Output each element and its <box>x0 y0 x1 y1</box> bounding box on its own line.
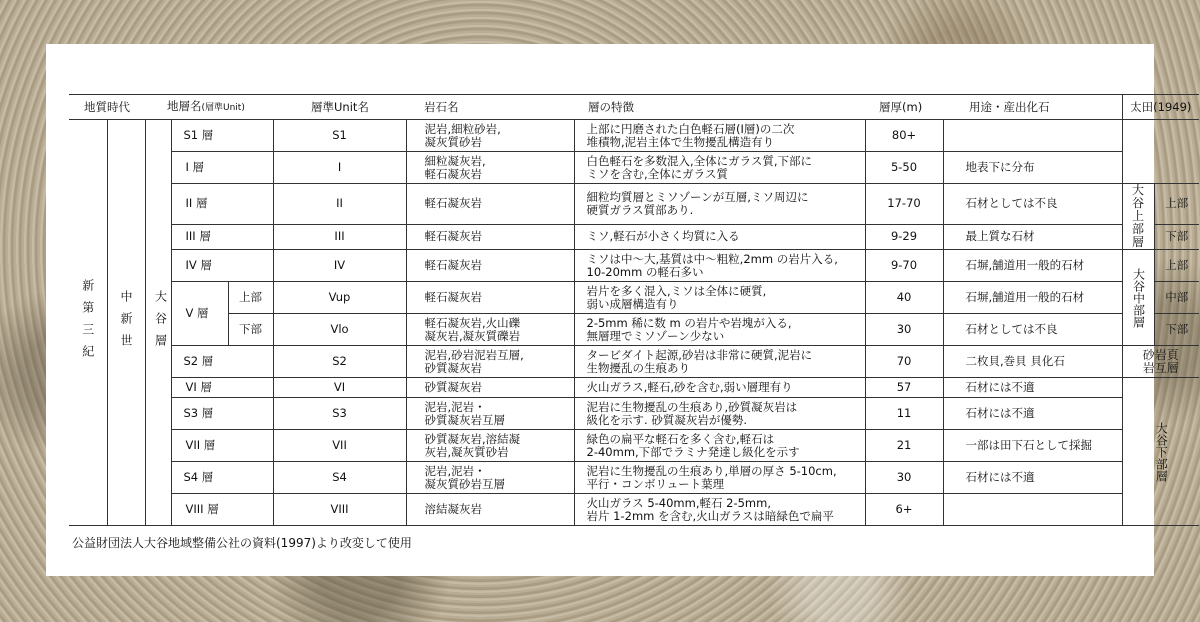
layer-feature: 泥岩に生物擾乱の生痕あり,単層の厚さ 5-10cm, 平行・コンボリュート葉理 <box>574 462 865 494</box>
layer-use: 地表下に分布 <box>943 152 1122 184</box>
ota-middle-middle: 中部 <box>1154 282 1199 314</box>
layer-thickness: 5-50 <box>865 152 943 184</box>
layer-feature: 2-5mm 稀に数 m の岩片や岩塊が入る, 無層理でミソゾーン少ない <box>574 314 865 346</box>
table-row <box>69 282 1199 314</box>
rock-name: 泥岩,細粒砂岩, 凝灰質砂岩 <box>406 120 574 152</box>
table-row <box>69 378 1199 398</box>
table-row <box>69 462 1199 494</box>
layer-name: VI 層 <box>171 378 273 398</box>
header-thickness: 層厚(m) <box>865 95 943 120</box>
rock-name: 軽石凝灰岩,火山礫 凝灰岩,凝灰質礫岩 <box>406 314 574 346</box>
header-formation <box>145 95 273 120</box>
table-row <box>69 152 1199 184</box>
layer-thickness: 9-29 <box>865 224 943 249</box>
layer-thickness: 40 <box>865 282 943 314</box>
layer-feature: 火山ガラス 5-40mm,軽石 2-5mm, 岩片 1-2mm を含む,火山ガラスは暗緑色で扁平 <box>574 494 865 526</box>
unit-name: III <box>273 224 406 249</box>
header-formation-label: 地層名 <box>167 98 202 113</box>
rock-name: 溶結凝灰岩 <box>406 494 574 526</box>
layer-thickness: 57 <box>865 378 943 398</box>
rock-name: 砂質凝灰岩,溶結凝 灰岩,凝灰質砂岩 <box>406 430 574 462</box>
ota-middle-upper: 上部 <box>1154 250 1199 282</box>
unit-name: S3 <box>273 398 406 430</box>
layer-name: IV 層 <box>171 250 273 282</box>
layer-thickness: 17-70 <box>865 184 943 225</box>
rock-name: 軽石凝灰岩 <box>406 250 574 282</box>
rock-name: 泥岩,泥岩・ 凝灰質砂岩互層 <box>406 462 574 494</box>
layer-use: 石材としては不良 <box>943 314 1122 346</box>
unit-name: Vlo <box>273 314 406 346</box>
rock-name: 砂質凝灰岩 <box>406 378 574 398</box>
layer-thickness: 11 <box>865 398 943 430</box>
layer-use: 石塀,舗道用一般的石材 <box>943 250 1122 282</box>
unit-name: VIII <box>273 494 406 526</box>
layer-use: 二枚貝,巻貝 貝化石 <box>943 346 1122 378</box>
layer-feature: 細粒均質層とミソゾーンが互層,ミソ周辺に 硬質ガラス質部あり. <box>574 184 865 225</box>
layer-use: 一部は田下石として採掘 <box>943 430 1122 462</box>
layer-thickness: 21 <box>865 430 943 462</box>
layer-feature: 白色軽石を多数混入,全体にガラス質,下部に ミソを含む,全体にガラス質 <box>574 152 865 184</box>
layer-feature: 泥岩に生物擾乱の生痕あり,砂質凝灰岩は 級化を示す. 砂質凝灰岩が優勢. <box>574 398 865 430</box>
unit-name: I <box>273 152 406 184</box>
rock-name: 泥岩,砂岩泥岩互層, 砂質凝灰岩 <box>406 346 574 378</box>
layer-use: 石塀,舗道用一般的石材 <box>943 282 1122 314</box>
table-row <box>69 398 1199 430</box>
layer-use <box>943 120 1122 152</box>
stratigraphy-table <box>69 94 1199 526</box>
ota-middle-group <box>1122 250 1154 346</box>
source-note: 公益財団法人大谷地域整備公社の資料(1997)より改変して使用 <box>72 536 412 550</box>
layer-name: III 層 <box>171 224 273 249</box>
stratigraphy-table-wrapper <box>69 94 1192 526</box>
layer-thickness: 30 <box>865 462 943 494</box>
table-row <box>69 494 1199 526</box>
ota-upper-group: 大谷 上部 層 <box>1122 184 1154 250</box>
header-rock: 岩石名 <box>406 95 574 120</box>
table-row <box>69 430 1199 462</box>
layer-feature: 緑色の扁平な軽石を多く含む,軽石は 2-40mm,下部でラミナ発達し級化を示す <box>574 430 865 462</box>
layer-use: 最上質な石材 <box>943 224 1122 249</box>
rock-name: 泥岩,泥岩・ 砂質凝灰岩互層 <box>406 398 574 430</box>
layer-name: VII 層 <box>171 430 273 462</box>
layer-feature: 岩片を多く混入,ミソは全体に硬質, 弱い成層構造有り <box>574 282 865 314</box>
layer-thickness: 80+ <box>865 120 943 152</box>
unit-name: S4 <box>273 462 406 494</box>
header-ota: 太田(1949) <box>1122 95 1199 120</box>
header-features: 層の特徴 <box>574 95 865 120</box>
header-formation-unit: (層準Unit) <box>201 102 245 113</box>
layer-thickness: 30 <box>865 314 943 346</box>
rock-name: 軽石凝灰岩 <box>406 184 574 225</box>
rock-name: 軽石凝灰岩 <box>406 282 574 314</box>
unit-name: IV <box>273 250 406 282</box>
unit-name: Vup <box>273 282 406 314</box>
header-use: 用途・産出化石 <box>943 95 1122 120</box>
unit-name: VI <box>273 378 406 398</box>
layer-thickness: 6+ <box>865 494 943 526</box>
table-row <box>69 120 1199 152</box>
layer-use: 石材には不適 <box>943 462 1122 494</box>
layer-sub: 上部 <box>228 282 273 314</box>
layer-use: 石材には不適 <box>943 398 1122 430</box>
layer-thickness: 70 <box>865 346 943 378</box>
ota-lower-group-text: 大谷下部層 <box>1154 421 1169 482</box>
layer-name: S3 層 <box>171 398 273 430</box>
layer-feature: 上部に円磨された白色軽石層(I層)の二次 堆積物,泥岩主体で生物擾乱構造有り <box>574 120 865 152</box>
table-row <box>69 184 1199 225</box>
table-row <box>69 224 1199 249</box>
era-period-text: 新第三紀 <box>80 278 95 367</box>
layer-feature: ミソは中〜大,基質は中〜粗粒,2mm の岩片入る, 10-20mm の軽石多い <box>574 250 865 282</box>
layer-name: S1 層 <box>171 120 273 152</box>
layer-feature: 火山ガラス,軽石,砂を含む,弱い層理有り <box>574 378 865 398</box>
ota-middle-lower: 下部 <box>1154 314 1199 346</box>
rock-name: 細粒凝灰岩, 軽石凝灰岩 <box>406 152 574 184</box>
content-panel <box>46 44 1192 576</box>
layer-feature: タービダイト起源,砂岩は非常に硬質,泥岩に 生物擾乱の生痕あり <box>574 346 865 378</box>
ota-s2: 砂岩頁 岩互層 <box>1122 346 1199 378</box>
header-unit-name: 層準Unit名 <box>273 95 406 120</box>
table-row <box>69 314 1199 346</box>
layer-name: S2 層 <box>171 346 273 378</box>
layer-name: V 層 <box>171 282 228 346</box>
unit-name: S2 <box>273 346 406 378</box>
era-period <box>69 120 107 526</box>
table-row <box>69 250 1199 282</box>
ota-blank <box>1122 120 1199 184</box>
ota-upper-lower: 下部 <box>1154 224 1199 249</box>
unit-name: II <box>273 184 406 225</box>
header-row <box>69 95 1199 120</box>
layer-use: 石材としては不良 <box>943 184 1122 225</box>
layer-thickness: 9-70 <box>865 250 943 282</box>
layer-feature: ミソ,軽石が小さく均質に入る <box>574 224 865 249</box>
ota-middle-group-text: 大谷中部層 <box>1131 267 1146 328</box>
layer-name: I 層 <box>171 152 273 184</box>
era-group <box>145 120 171 526</box>
table-row <box>69 346 1199 378</box>
unit-name: S1 <box>273 120 406 152</box>
layer-use <box>943 494 1122 526</box>
ota-lower-group <box>1122 378 1199 526</box>
ota-upper-upper: 上部 <box>1154 184 1199 225</box>
layer-name: VIII 層 <box>171 494 273 526</box>
rock-name: 軽石凝灰岩 <box>406 224 574 249</box>
layer-name: S4 層 <box>171 462 273 494</box>
unit-name: VII <box>273 430 406 462</box>
era-group-text: 大谷層 <box>153 289 168 356</box>
era-epoch <box>107 120 145 526</box>
era-epoch-text: 中新世 <box>119 289 133 356</box>
header-era: 地質時代 <box>69 95 145 120</box>
layer-sub: 下部 <box>228 314 273 346</box>
layer-name: II 層 <box>171 184 273 225</box>
layer-use: 石材には不適 <box>943 378 1122 398</box>
